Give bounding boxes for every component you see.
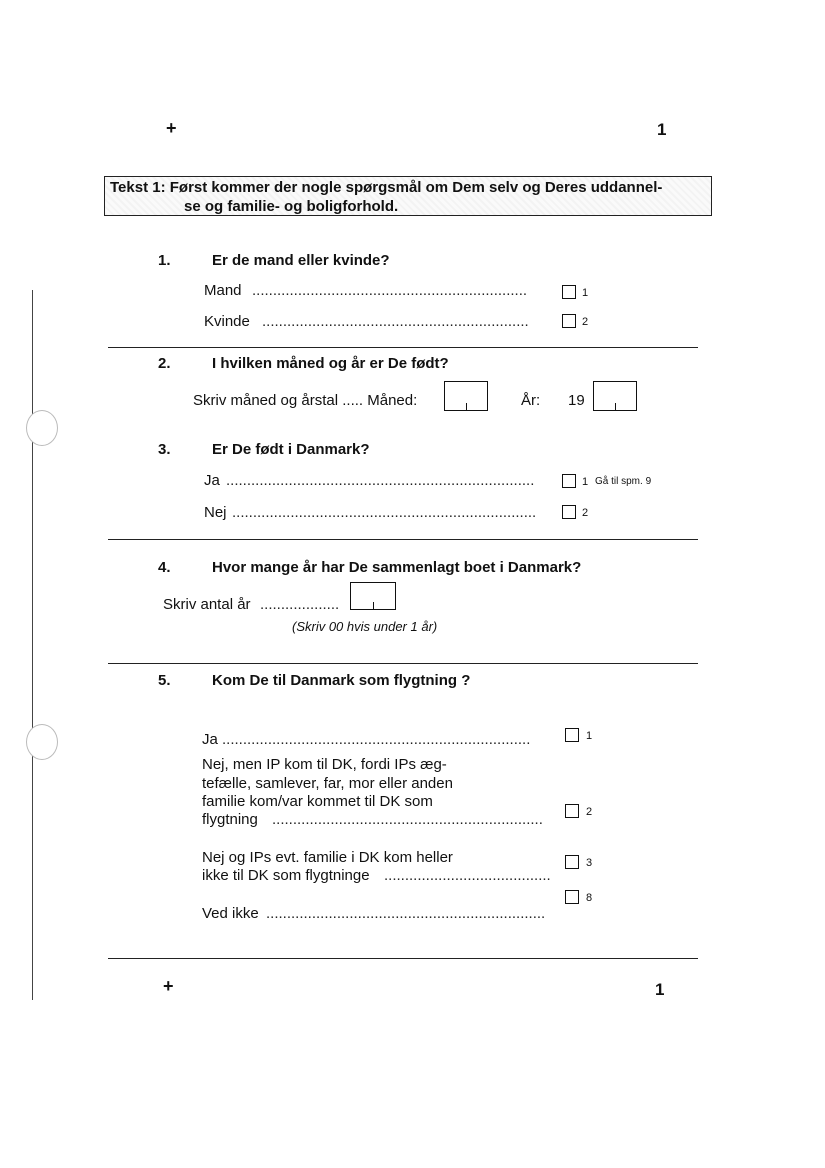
- answer-code: 3: [586, 857, 593, 869]
- checkbox[interactable]: [562, 474, 576, 488]
- section-divider: [108, 347, 698, 348]
- option-label: familie kom/var kommet til DK som: [202, 793, 433, 810]
- option-label: Ved ikke: [202, 905, 259, 922]
- option-label: tefælle, samlever, far, mor eller anden: [202, 775, 453, 792]
- question-text: Kom De til Danmark som flygtning ?: [212, 672, 471, 689]
- question-number: 4.: [158, 559, 171, 576]
- option-label: Ja: [202, 731, 218, 748]
- answer-code: 8: [586, 892, 593, 904]
- leader-dots: ..................................................................: [252, 282, 528, 299]
- option-label: flygtning: [202, 811, 258, 828]
- leader-dots: ..........................................................................: [226, 472, 535, 489]
- question-text: Er de mand eller kvinde?: [212, 252, 390, 269]
- answer-code: 1: [582, 476, 589, 488]
- instruction-text: Skriv antal år: [163, 596, 251, 613]
- leader-dots: ...................................................................: [266, 905, 546, 922]
- leader-dots: ..........................................................................: [222, 731, 531, 748]
- page-number-top: 1: [657, 120, 667, 139]
- page-marker-plus-bottom: +: [163, 976, 174, 996]
- section-header-line1: Tekst 1: Først kommer der nogle spørgsmål om Dem selv og Deres uddannel-: [110, 179, 663, 196]
- option-label: Nej: [204, 504, 227, 521]
- question-text: I hvilken måned og år er De født?: [212, 355, 449, 372]
- page-marker-plus-top: +: [166, 118, 177, 138]
- question-number: 2.: [158, 355, 171, 372]
- hint-text: (Skriv 00 hvis under 1 år): [292, 619, 438, 634]
- leader-dots: .........................................................................: [232, 504, 537, 521]
- answer-code: 2: [582, 507, 589, 519]
- checkbox[interactable]: [565, 855, 579, 869]
- checkbox[interactable]: [565, 890, 579, 904]
- years-entry-field[interactable]: [350, 582, 396, 610]
- skip-instruction: Gå til spm. 9: [595, 476, 652, 487]
- question-number: 1.: [158, 252, 171, 269]
- section-divider: [108, 958, 698, 959]
- punch-hole-top: [26, 410, 58, 446]
- year-label: År:: [521, 392, 541, 409]
- leader-dots: ...................: [260, 596, 340, 613]
- checkbox[interactable]: [565, 804, 579, 818]
- binding-edge-line: [32, 290, 33, 1000]
- answer-code: 2: [586, 806, 593, 818]
- year-entry-field[interactable]: [593, 381, 637, 411]
- answer-code: 2: [582, 316, 589, 328]
- answer-code: 1: [586, 730, 593, 742]
- checkbox[interactable]: [565, 728, 579, 742]
- question-number: 3.: [158, 441, 171, 458]
- checkbox[interactable]: [562, 505, 576, 519]
- punch-hole-bottom: [26, 724, 58, 760]
- option-label: Ja: [204, 472, 220, 489]
- month-entry-field[interactable]: [444, 381, 488, 411]
- page-number-bottom: 1: [655, 980, 665, 999]
- question-number: 5.: [158, 672, 171, 689]
- section-divider: [108, 539, 698, 540]
- year-prefix: 19: [568, 392, 585, 409]
- section-header-line2: se og familie- og boligforhold.: [184, 198, 399, 215]
- checkbox[interactable]: [562, 314, 576, 328]
- question-text: Hvor mange år har De sammenlagt boet i Danmark?: [212, 559, 582, 576]
- option-label: Nej, men IP kom til DK, fordi IPs æg-: [202, 756, 447, 773]
- option-label: Nej og IPs evt. familie i DK kom heller: [202, 849, 453, 866]
- leader-dots: ................................................................: [262, 313, 529, 330]
- option-label: Kvinde: [204, 313, 250, 330]
- instruction-text: Skriv måned og årstal ..... Måned:: [193, 392, 418, 409]
- answer-code: 1: [582, 287, 589, 299]
- section-divider: [108, 663, 698, 664]
- leader-dots: ........................................: [384, 867, 551, 884]
- option-label: ikke til DK som flygtninge: [202, 867, 370, 884]
- leader-dots: .................................................................: [272, 811, 543, 828]
- option-label: Mand: [204, 282, 242, 299]
- question-text: Er De født i Danmark?: [212, 441, 370, 458]
- checkbox[interactable]: [562, 285, 576, 299]
